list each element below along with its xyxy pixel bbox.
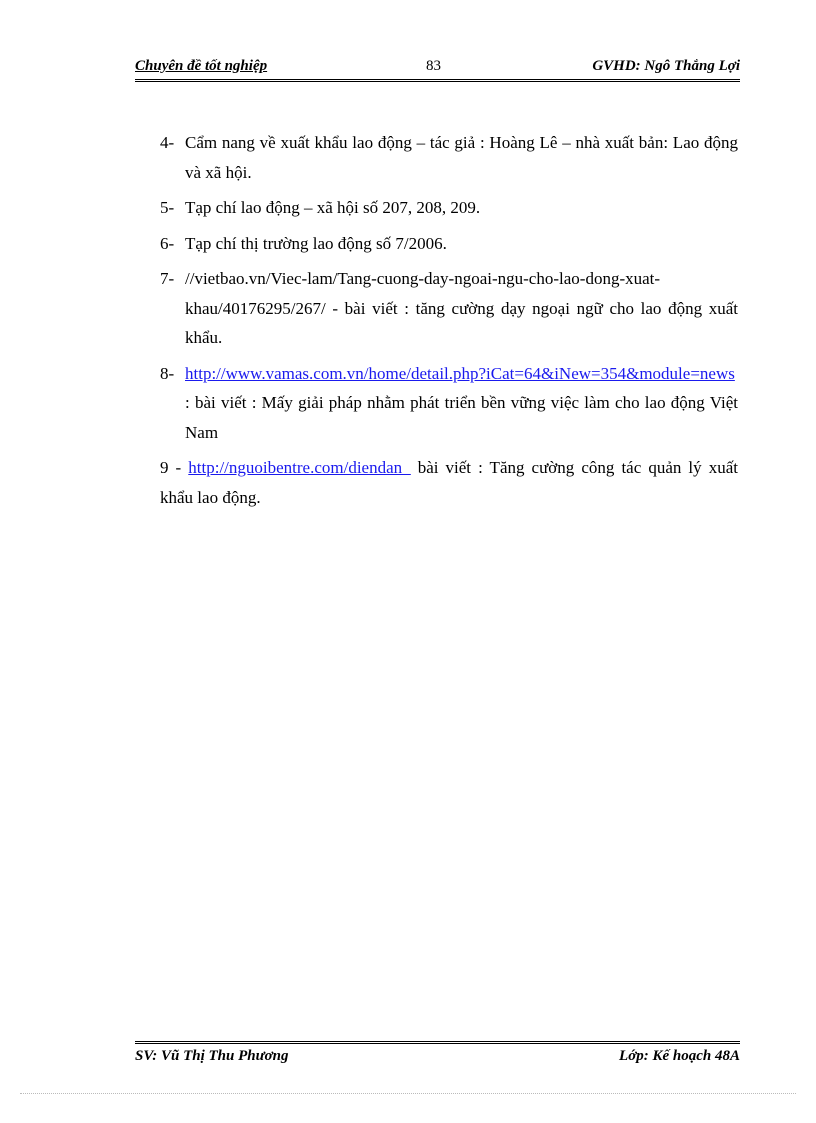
reference-link-nguoibentre[interactable]: http://nguoibentre.com/diendan_ <box>188 458 411 477</box>
header-rule-2 <box>135 81 740 82</box>
reference-description: : bài viết : Mấy giải pháp nhằm phát triển bền vững việc làm cho lao động Việt Nam <box>185 393 738 442</box>
reference-item <box>160 128 738 187</box>
reference-number: 4- <box>160 133 175 152</box>
reference-list <box>160 128 738 518</box>
header-rule <box>135 79 740 80</box>
header-supervisor: GVHD: Ngô Thắng Lợi <box>592 58 740 74</box>
reference-number: 9 - <box>160 458 182 477</box>
reference-item <box>160 359 738 448</box>
reference-number: 5- <box>160 198 175 217</box>
footer-student: SV: Vũ Thị Thu Phương <box>135 1048 289 1064</box>
reference-item <box>160 229 738 259</box>
header-title: Chuyên đề tốt nghiệp <box>135 58 268 74</box>
page-header <box>135 58 740 78</box>
reference-text: //vietbao.vn/Viec-lam/Tang-cuong-day-ngoai-ngu-cho-lao-dong-xuat-khau/40176295/267/ - bài viết : tăng cường dạy ngoại ngữ cho lao động xuất khẩu. <box>185 269 738 347</box>
page-bottom-divider <box>20 1093 796 1094</box>
footer-class: Lớp: Kế hoạch 48A <box>619 1048 740 1064</box>
reference-number: 8- <box>160 363 175 383</box>
reference-link-vamas[interactable]: http://www.vamas.com.vn/home/detail.php?iCat=64&iNew=354&module=news <box>185 363 735 383</box>
reference-item <box>160 193 738 223</box>
reference-item <box>160 264 738 353</box>
reference-text: Cẩm nang về xuất khẩu lao động – tác giả : Hoàng Lê – nhà xuất bản: Lao động và xã hội. <box>185 133 738 182</box>
reference-description: bài viết : Tăng cường công tác quản lý xuất khẩu lao động. <box>160 458 738 507</box>
reference-item <box>160 453 738 512</box>
page-footer <box>135 1048 740 1068</box>
reference-text: Tạp chí thị trường lao động số 7/2006. <box>185 233 447 253</box>
footer-rule-2 <box>135 1043 740 1044</box>
reference-text <box>185 359 738 448</box>
reference-text: Tạp chí lao động – xã hội số 207, 208, 209. <box>185 198 481 217</box>
reference-number: 7- <box>160 269 175 288</box>
reference-number: 6- <box>160 233 175 253</box>
footer-rule <box>135 1041 740 1042</box>
page-number: 83 <box>426 58 441 74</box>
